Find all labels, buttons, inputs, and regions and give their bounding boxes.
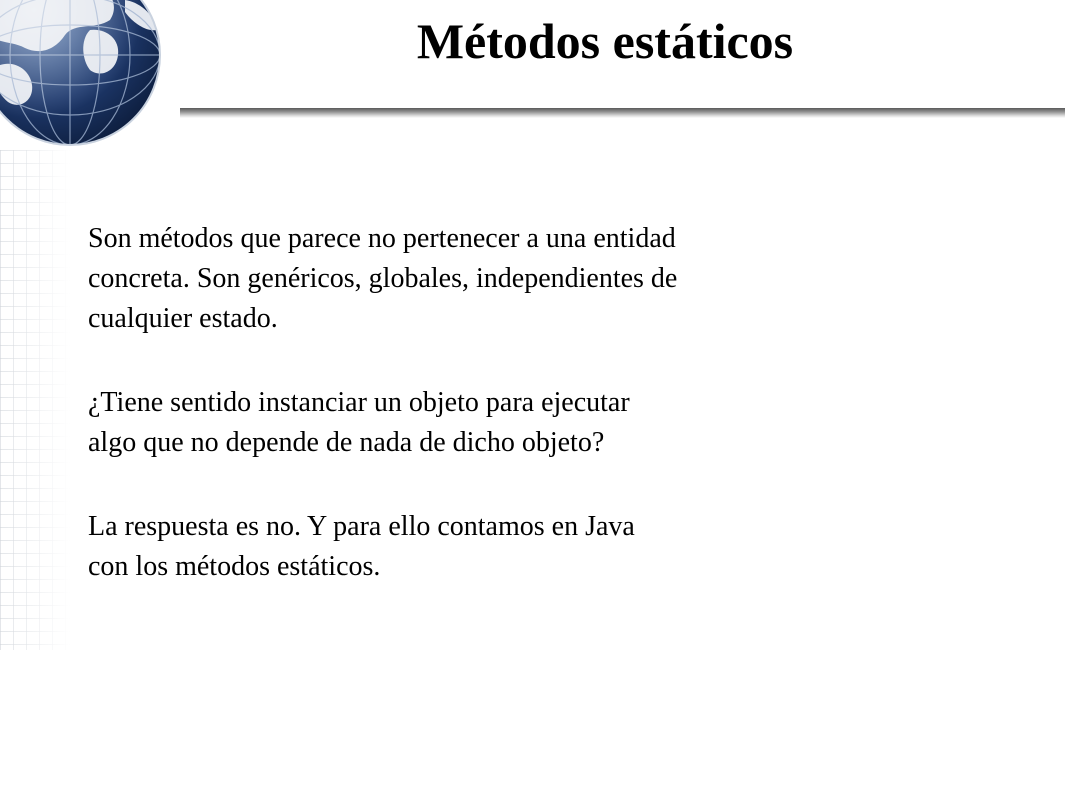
grid-background: [0, 150, 70, 650]
paragraph-question: ¿Tiene sentido instanciar un objeto para ejecutar algo que no depende de nada de dicho objeto?: [88, 387, 630, 458]
slide-body: [88, 219, 888, 631]
globe-icon: [0, 0, 170, 150]
paragraph-definition: Son métodos que parece no pertenecer a una entidad concreta. Son genéricos, globales, independientes de cualquier estado.: [88, 223, 678, 334]
slide-title: Métodos estáticos: [416, 13, 794, 69]
paragraph-answer: La respuesta es no. Y para ello contamos en Java con los métodos estáticos.: [88, 511, 635, 582]
title-divider: [180, 108, 1065, 118]
